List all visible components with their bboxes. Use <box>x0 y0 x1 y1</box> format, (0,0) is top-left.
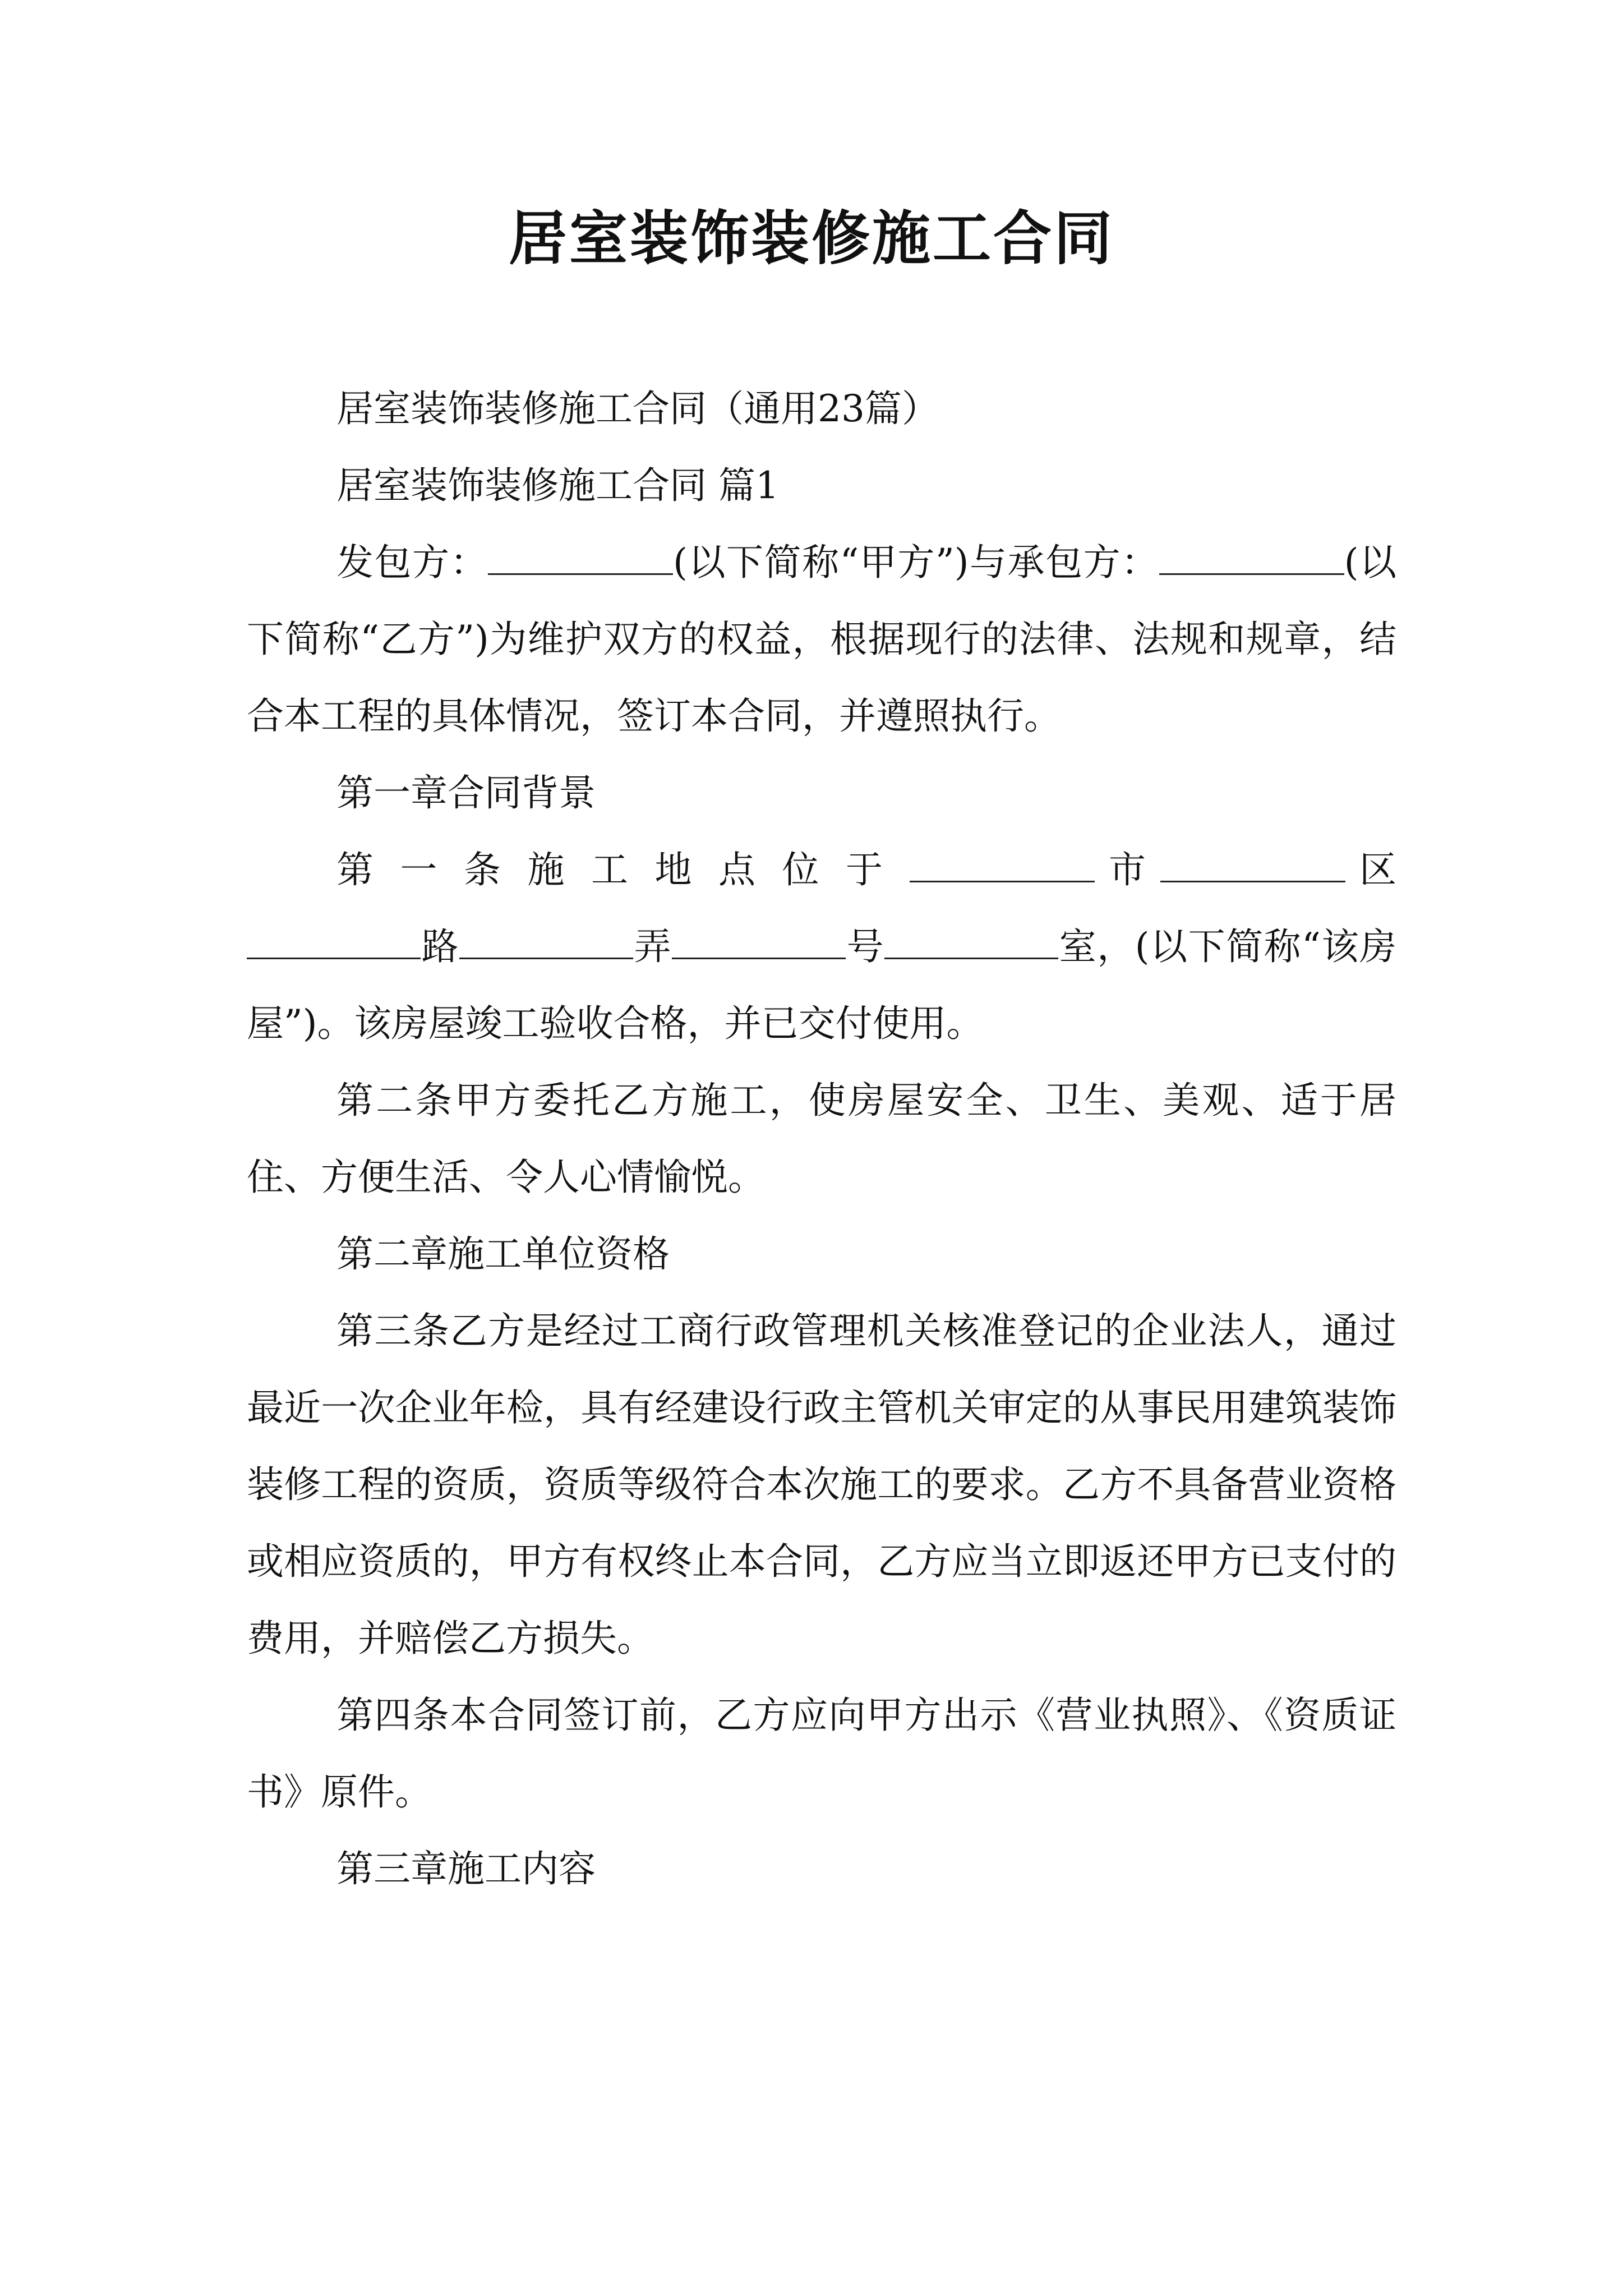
number-blank <box>672 926 846 959</box>
lane-blank <box>459 926 633 959</box>
road-blank <box>247 926 421 959</box>
article-1-paragraph <box>247 831 1396 1062</box>
district-blank <box>1160 849 1345 882</box>
article-3-paragraph: 第三条乙方是经过工商行政管理机关核准登记的企业法人，通过最近一次企业年检，具有经建设行政主管机关审定的从事民用建筑装饰装修工程的资质，资质等级符合本次施工的要求。乙方不具备营业资格或相应资质的，甲方有权终止本合同，乙方应当立即返还甲方已支付的费用，并赔偿乙方损失。 <box>247 1309 1396 1660</box>
city-blank <box>910 849 1095 882</box>
article-1-text-f: 号 <box>846 925 885 968</box>
article-1-text-b: 市 <box>1094 848 1160 891</box>
party-intro-text-3: (以下简称“乙方”)为维护双方的权益，根据现行的法律、法规和规章，结合本工程的具体情况，签订本合同，并遵照执行。 <box>247 541 1397 738</box>
article-1-text-a: 第一条施工地点位于 <box>336 848 910 891</box>
document-body <box>247 370 1396 1907</box>
article-1-text-e: 弄 <box>633 925 672 968</box>
chapter-1-heading: 第一章合同背景 <box>336 771 596 815</box>
party-intro-text-1: 发包方： <box>336 541 488 584</box>
party-intro-paragraph <box>247 524 1396 754</box>
article-1-text-g: 室，(以下简称“该房屋”)。该房屋竣工验收合格，并已交付使用。 <box>247 925 1396 1045</box>
section-heading: 居室装饰装修施工合同 篇1 <box>336 464 779 507</box>
subtitle: 居室装饰装修施工合同（通用23篇） <box>336 387 939 430</box>
party-intro-text-2: (以下简称“甲方”)与承包方： <box>673 541 1159 584</box>
article-1-text-d: 路 <box>421 925 460 968</box>
room-blank <box>884 926 1058 959</box>
article-4-paragraph: 第四条本合同签订前，乙方应向甲方出示《营业执照》、《资质证书》原件。 <box>247 1694 1396 1814</box>
document-title: 居室装饰装修施工合同 <box>508 204 1114 273</box>
party-b-blank <box>1159 542 1344 575</box>
article-2-paragraph: 第二条甲方委托乙方施工，使房屋安全、卫生、美观、适于居住、方便生活、令人心情愉悦。 <box>247 1079 1396 1199</box>
chapter-3-heading: 第三章施工内容 <box>336 1847 596 1890</box>
party-a-blank <box>488 542 673 575</box>
article-1-text-c: 区 <box>1345 848 1396 891</box>
chapter-2-heading: 第二章施工单位资格 <box>336 1232 670 1276</box>
